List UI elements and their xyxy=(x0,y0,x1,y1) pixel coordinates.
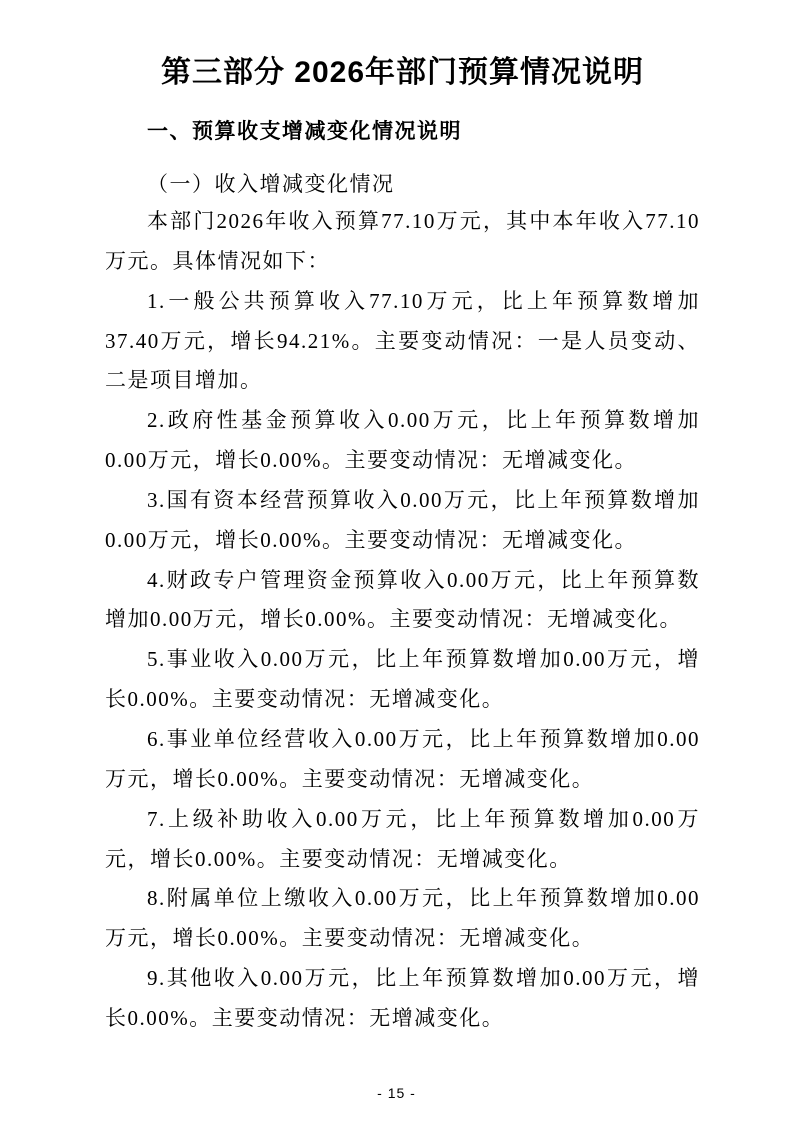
paragraph-item-1: 1.一般公共预算收入77.10万元，比上年预算数增加37.40万元，增长94.21%。主要变动情况：一是人员变动、二是项目增加。 xyxy=(105,288,700,393)
paragraph-item-2: 2.政府性基金预算收入0.00万元，比上年预算数增加0.00万元，增长0.00%。主要变动情况：无增减变化。 xyxy=(105,408,700,473)
page-title: 第三部分 2026年部门预算情况说明 xyxy=(160,56,645,89)
paragraph-intro: 本部门2026年收入预算77.10万元，其中本年收入77.10万元。具体情况如下： xyxy=(105,209,700,273)
paragraph-item-7: 7.上级补助收入0.00万元，比上年预算数增加0.00万元，增长0.00%。主要变动情况：无增减变化。 xyxy=(105,806,700,871)
page-number: - 15 - xyxy=(377,1085,416,1101)
paragraph-item-8: 8.附属单位上缴收入0.00万元，比上年预算数增加0.00万元，增长0.00%。主要变动情况：无增减变化。 xyxy=(105,886,700,951)
subsection-heading: （一）收入增减变化情况 xyxy=(147,172,395,196)
section-heading: 一、预算收支增减变化情况说明 xyxy=(147,120,462,143)
paragraph-item-4: 4.财政专户管理资金预算收入0.00万元，比上年预算数增加0.00万元，增长0.00%。主要变动情况：无增减变化。 xyxy=(105,567,700,632)
paragraph-item-5: 5.事业收入0.00万元，比上年预算数增加0.00万元，增长0.00%。主要变动情况：无增减变化。 xyxy=(105,647,700,712)
body-text xyxy=(105,202,700,1039)
paragraph-item-6: 6.事业单位经营收入0.00万元，比上年预算数增加0.00万元，增长0.00%。主要变动情况：无增减变化。 xyxy=(105,726,700,791)
paragraph-item-9: 9.其他收入0.00万元，比上年预算数增加0.00万元，增长0.00%。主要变动情况：无增减变化。 xyxy=(105,966,700,1030)
paragraph-item-3: 3.国有资本经营预算收入0.00万元，比上年预算数增加0.00万元，增长0.00%。主要变动情况：无增减变化。 xyxy=(105,487,700,552)
